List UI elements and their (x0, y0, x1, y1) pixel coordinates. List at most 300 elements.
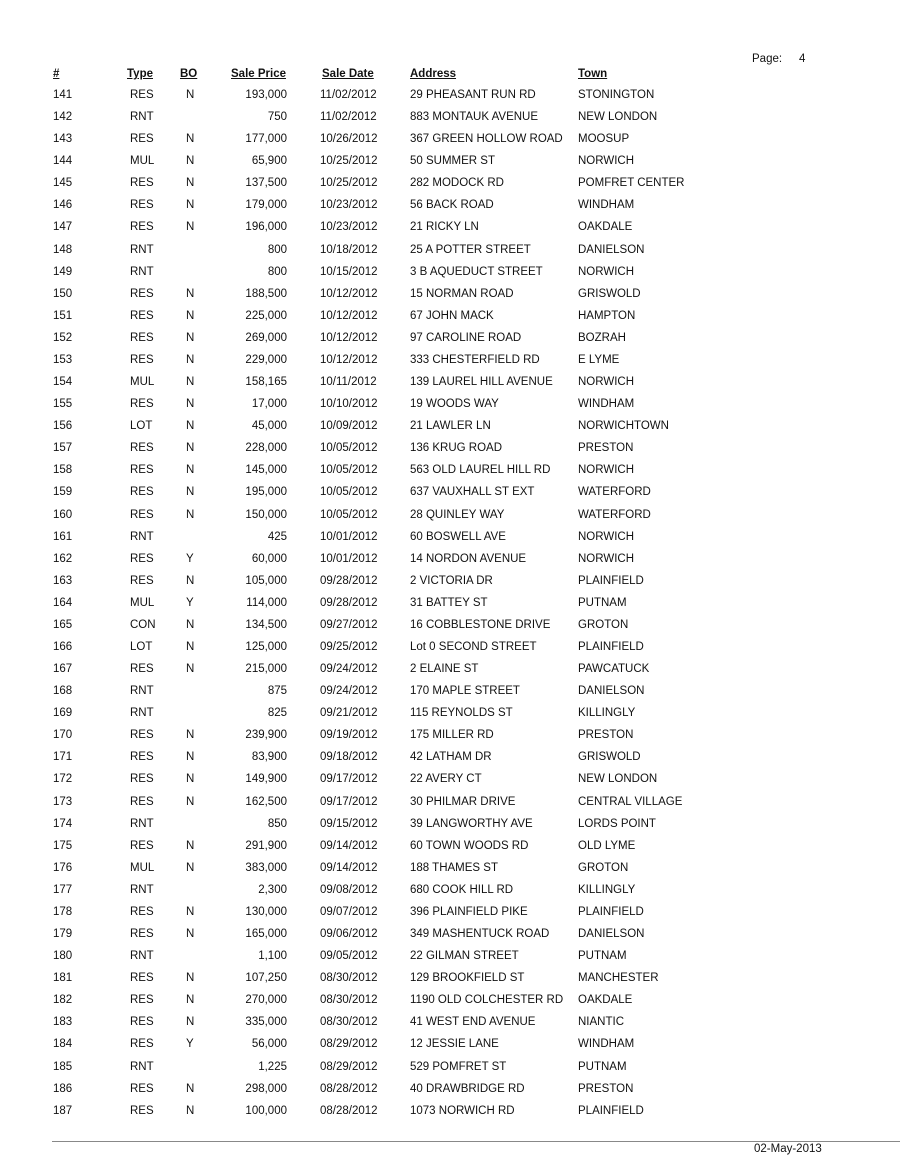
row-address: 16 COBBLESTONE DRIVE (410, 618, 551, 631)
row-type: RES (130, 1038, 154, 1051)
row-address: 129 BROOKFIELD ST (410, 972, 525, 985)
row-town: PLAINFIELD (578, 1104, 644, 1117)
row-number: 153 (53, 353, 73, 366)
row-type: RNT (130, 685, 154, 698)
row-sale-date: 10/15/2012 (320, 265, 378, 278)
table-row (0, 928, 900, 950)
row-address: 67 JOHN MACK (410, 309, 494, 322)
row-type: RES (130, 729, 154, 742)
row-bo: N (186, 420, 195, 433)
row-number: 172 (53, 773, 73, 786)
row-town: NORWICH (578, 155, 635, 168)
row-number: 145 (53, 177, 73, 190)
row-address: 637 VAUXHALL ST EXT (410, 486, 535, 499)
row-address: 39 LANGWORTHY AVE (410, 817, 533, 830)
row-type: RES (130, 89, 154, 101)
table-row (0, 906, 900, 928)
row-sale-price: 269,000 (245, 331, 287, 344)
row-address: 56 BACK ROAD (410, 199, 494, 212)
row-sale-date: 08/29/2012 (320, 1060, 378, 1073)
row-town: GRISWOLD (578, 751, 641, 764)
row-bo: N (186, 199, 195, 212)
table-row (0, 862, 900, 884)
row-type: RES (130, 1082, 154, 1095)
row-number: 171 (53, 751, 73, 764)
row-number: 142 (53, 111, 73, 124)
header-address: Address (410, 68, 457, 80)
row-number: 160 (53, 508, 73, 521)
row-number: 152 (53, 331, 73, 344)
row-sale-price: 229,000 (245, 353, 287, 366)
row-sale-price: 875 (267, 685, 287, 698)
row-type: CON (130, 618, 156, 631)
table-row (0, 729, 900, 751)
row-sale-date: 10/10/2012 (320, 398, 378, 411)
row-type: RES (130, 331, 154, 344)
row-number: 149 (53, 265, 73, 278)
row-number: 173 (53, 795, 73, 808)
row-sale-date: 09/18/2012 (320, 751, 378, 764)
table-row (0, 1083, 900, 1105)
row-bo: N (186, 928, 195, 941)
row-number: 181 (53, 972, 73, 985)
row-number: 157 (53, 442, 73, 455)
row-bo: N (186, 751, 195, 764)
row-sale-date: 09/27/2012 (320, 618, 378, 631)
row-address: 41 WEST END AVENUE (410, 1016, 536, 1029)
row-sale-date: 09/05/2012 (320, 950, 378, 963)
row-type: RES (130, 398, 154, 411)
row-sale-price: 60,000 (251, 552, 287, 565)
table-row (0, 509, 900, 531)
row-sale-price: 383,000 (245, 861, 287, 874)
table-row (0, 133, 900, 155)
row-address: 19 WOODS WAY (410, 398, 499, 411)
table-row (0, 1016, 900, 1038)
row-type: RES (130, 773, 154, 786)
row-type: RES (130, 663, 154, 676)
row-number: 175 (53, 839, 73, 852)
row-sale-price: 179,000 (245, 199, 287, 212)
row-type: RES (130, 464, 154, 477)
row-sale-price: 100,000 (245, 1104, 287, 1117)
row-sale-date: 09/24/2012 (320, 663, 378, 676)
row-number: 150 (53, 287, 73, 300)
table-row (0, 751, 900, 773)
row-sale-price: 45,000 (251, 420, 287, 433)
row-address: 40 DRAWBRIDGE RD (410, 1082, 525, 1095)
row-sale-date: 09/06/2012 (320, 928, 378, 941)
row-sale-date: 10/05/2012 (320, 442, 378, 455)
row-address: 1190 OLD COLCHESTER RD (410, 994, 564, 1007)
row-bo: N (186, 486, 195, 499)
row-sale-price: 107,250 (245, 972, 287, 985)
row-sale-price: 2,300 (258, 883, 287, 896)
row-type: RES (130, 177, 154, 190)
table-row (0, 464, 900, 486)
row-sale-date: 09/14/2012 (320, 861, 378, 874)
row-type: RES (130, 905, 154, 918)
row-sale-date: 09/28/2012 (320, 596, 378, 609)
footer-divider (52, 1141, 900, 1142)
row-number: 174 (53, 817, 73, 830)
row-bo: N (186, 353, 195, 366)
row-type: RES (130, 751, 154, 764)
row-town: KILLINGLY (578, 707, 636, 720)
row-town: PUTNAM (578, 950, 627, 963)
row-address: 60 BOSWELL AVE (410, 530, 506, 543)
row-town: NORWICH (578, 464, 635, 477)
row-town: MOOSUP (578, 133, 630, 146)
row-type: RES (130, 1016, 154, 1029)
row-sale-price: 56,000 (251, 1038, 287, 1051)
row-sale-date: 10/23/2012 (320, 221, 378, 234)
row-sale-date: 08/30/2012 (320, 994, 378, 1007)
row-sale-price: 130,000 (245, 905, 287, 918)
row-town: WATERFORD (578, 486, 651, 499)
row-bo: N (186, 287, 195, 300)
row-sale-price: 239,900 (245, 729, 287, 742)
row-sale-price: 105,000 (245, 574, 287, 587)
row-sale-price: 1,225 (258, 1060, 287, 1073)
row-sale-price: 335,000 (245, 1016, 287, 1029)
row-type: RES (130, 442, 154, 455)
row-town: PLAINFIELD (578, 641, 644, 653)
table-row (0, 221, 900, 243)
header-type: Type (127, 68, 153, 80)
row-number: 178 (53, 905, 73, 918)
row-sale-date: 10/25/2012 (320, 155, 378, 168)
row-type: RES (130, 795, 154, 808)
table-row (0, 442, 900, 464)
row-sale-price: 165,000 (245, 928, 287, 941)
row-number: 164 (53, 596, 73, 609)
row-type: RES (130, 972, 154, 985)
row-town: PUTNAM (578, 596, 627, 609)
row-bo: Y (186, 596, 194, 609)
table-row (0, 354, 900, 376)
row-number: 144 (53, 155, 73, 168)
row-town: POMFRET CENTER (578, 177, 684, 190)
row-town: DANIELSON (578, 685, 645, 698)
row-town: BOZRAH (578, 331, 626, 344)
row-town: NORWICH (578, 265, 635, 278)
row-address: 3 B AQUEDUCT STREET (410, 265, 543, 278)
row-type: RNT (130, 243, 154, 256)
row-bo: N (186, 398, 195, 411)
table-row (0, 1105, 900, 1127)
row-town: KILLINGLY (578, 883, 636, 896)
table-row (0, 818, 900, 840)
row-town: NORWICH (578, 530, 635, 543)
row-sale-price: 225,000 (245, 309, 287, 322)
row-sale-price: 149,900 (245, 773, 287, 786)
row-number: 169 (53, 707, 73, 720)
row-type: RES (130, 353, 154, 366)
row-number: 143 (53, 133, 73, 146)
row-type: RES (130, 1104, 154, 1117)
row-address: 12 JESSIE LANE (410, 1038, 499, 1051)
row-bo: N (186, 133, 195, 146)
row-sale-date: 09/08/2012 (320, 883, 378, 896)
row-town: PAWCATUCK (578, 663, 650, 676)
row-sale-price: 228,000 (245, 442, 287, 455)
table-row (0, 994, 900, 1016)
row-number: 155 (53, 398, 73, 411)
row-sale-date: 10/09/2012 (320, 420, 378, 433)
row-sale-price: 800 (267, 265, 287, 278)
row-number: 182 (53, 994, 73, 1007)
row-bo: N (186, 663, 195, 676)
row-sale-date: 08/30/2012 (320, 1016, 378, 1029)
row-address: 139 LAUREL HILL AVENUE (410, 376, 553, 389)
row-sale-date: 10/12/2012 (320, 353, 378, 366)
table-row (0, 884, 900, 906)
row-sale-price: 65,900 (251, 155, 287, 168)
row-address: Lot 0 SECOND STREET (410, 641, 537, 653)
row-town: PRESTON (578, 442, 634, 455)
row-bo: N (186, 1104, 195, 1117)
row-address: 42 LATHAM DR (410, 751, 492, 764)
table-row (0, 531, 900, 553)
row-bo: N (186, 795, 195, 808)
row-number: 165 (53, 618, 73, 631)
page-label: Page: (752, 53, 783, 65)
row-town: WINDHAM (578, 398, 635, 411)
row-town: NORWICH (578, 376, 635, 389)
row-town: PRESTON (578, 729, 634, 742)
row-town: OAKDALE (578, 994, 633, 1007)
row-sale-date: 09/19/2012 (320, 729, 378, 742)
row-bo: N (186, 618, 195, 631)
row-type: RNT (130, 950, 154, 963)
row-number: 141 (53, 89, 73, 101)
row-town: NORWICHTOWN (578, 420, 669, 433)
row-sale-date: 10/26/2012 (320, 133, 378, 146)
row-number: 168 (53, 685, 73, 698)
row-number: 146 (53, 199, 73, 212)
table-row (0, 376, 900, 398)
row-sale-date: 09/24/2012 (320, 685, 378, 698)
row-sale-date: 10/12/2012 (320, 287, 378, 300)
row-bo: N (186, 1082, 195, 1095)
row-sale-price: 196,000 (245, 221, 287, 234)
row-sale-date: 08/28/2012 (320, 1082, 378, 1095)
row-town: NEW LONDON (578, 773, 658, 786)
row-address: 50 SUMMER ST (410, 155, 495, 168)
row-bo: N (186, 773, 195, 786)
row-address: 15 NORMAN ROAD (410, 287, 514, 300)
row-sale-date: 09/28/2012 (320, 574, 378, 587)
header-town: Town (578, 68, 608, 80)
row-sale-date: 10/23/2012 (320, 199, 378, 212)
row-address: 333 CHESTERFIELD RD (410, 353, 540, 366)
table-row (0, 840, 900, 862)
table-row (0, 1061, 900, 1083)
row-address: 136 KRUG ROAD (410, 442, 503, 455)
row-type: RES (130, 486, 154, 499)
row-sale-price: 17,000 (251, 398, 287, 411)
row-bo: N (186, 221, 195, 234)
row-type: RNT (130, 265, 154, 278)
row-sale-price: 134,500 (245, 618, 287, 631)
row-number: 158 (53, 464, 73, 477)
row-type: RES (130, 552, 154, 565)
row-bo: N (186, 331, 195, 344)
table-row (0, 199, 900, 221)
row-sale-price: 83,900 (251, 751, 287, 764)
header-number: # (53, 68, 60, 80)
row-number: 170 (53, 729, 73, 742)
row-number: 163 (53, 574, 73, 587)
row-bo: N (186, 89, 195, 101)
row-bo: N (186, 508, 195, 521)
table-row (0, 773, 900, 795)
row-town: HAMPTON (578, 309, 636, 322)
row-bo: N (186, 177, 195, 190)
row-sale-date: 10/05/2012 (320, 508, 378, 521)
table-row (0, 288, 900, 310)
table-row (0, 266, 900, 288)
row-sale-price: 750 (267, 111, 287, 124)
row-sale-date: 10/01/2012 (320, 530, 378, 543)
row-bo: N (186, 861, 195, 874)
row-address: 28 QUINLEY WAY (410, 508, 505, 521)
row-town: GROTON (578, 618, 629, 631)
row-sale-date: 08/29/2012 (320, 1038, 378, 1051)
table-row (0, 619, 900, 641)
row-sale-price: 188,500 (245, 287, 287, 300)
row-sale-date: 08/30/2012 (320, 972, 378, 985)
row-sale-date: 09/25/2012 (320, 641, 378, 653)
table-row (0, 332, 900, 354)
row-sale-date: 09/17/2012 (320, 795, 378, 808)
row-sale-date: 09/14/2012 (320, 839, 378, 852)
row-town: NORWICH (578, 552, 635, 565)
header-sale-date: Sale Date (322, 68, 374, 80)
row-type: RES (130, 287, 154, 300)
row-type: RNT (130, 530, 154, 543)
row-type: MUL (130, 596, 155, 609)
row-sale-date: 10/18/2012 (320, 243, 378, 256)
table-row (0, 111, 900, 133)
row-town: OAKDALE (578, 221, 633, 234)
row-sale-date: 11/02/2012 (320, 89, 377, 101)
row-number: 186 (53, 1082, 73, 1095)
row-sale-date: 11/02/2012 (320, 111, 377, 124)
row-sale-date: 10/01/2012 (320, 552, 378, 565)
table-row (0, 420, 900, 442)
table-row (0, 486, 900, 508)
row-town: LORDS POINT (578, 817, 656, 830)
row-address: 1073 NORWICH RD (410, 1104, 515, 1117)
row-number: 151 (53, 309, 73, 322)
row-type: RES (130, 309, 154, 322)
footer-date: 02-May-2013 (754, 1143, 822, 1155)
row-town: PUTNAM (578, 1060, 627, 1073)
row-sale-price: 850 (267, 817, 287, 830)
row-town: GRISWOLD (578, 287, 641, 300)
row-type: MUL (130, 376, 155, 389)
table-row (0, 89, 900, 111)
row-number: 183 (53, 1016, 73, 1029)
row-address: 170 MAPLE STREET (410, 685, 520, 698)
table-row (0, 972, 900, 994)
row-type: RNT (130, 817, 154, 830)
row-number: 179 (53, 928, 73, 941)
table-row (0, 663, 900, 685)
row-type: RES (130, 199, 154, 212)
row-address: 97 CAROLINE ROAD (410, 331, 522, 344)
table-row (0, 310, 900, 332)
table-row (0, 1038, 900, 1060)
row-bo: N (186, 729, 195, 742)
row-type: RES (130, 574, 154, 587)
row-town: GROTON (578, 861, 629, 874)
row-sale-price: 114,000 (246, 596, 287, 609)
row-sale-date: 09/17/2012 (320, 773, 378, 786)
row-bo: N (186, 376, 195, 389)
row-number: 159 (53, 486, 73, 499)
row-bo: N (186, 905, 195, 918)
row-town: WINDHAM (578, 1038, 635, 1051)
row-address: 25 A POTTER STREET (410, 243, 531, 256)
row-address: 21 LAWLER LN (410, 420, 491, 433)
row-number: 156 (53, 420, 73, 433)
row-address: 60 TOWN WOODS RD (410, 839, 529, 852)
row-type: RES (130, 508, 154, 521)
table-row (0, 707, 900, 729)
row-sale-price: 137,500 (245, 177, 287, 190)
row-address: 367 GREEN HOLLOW ROAD (410, 133, 563, 146)
row-address: 14 NORDON AVENUE (410, 552, 527, 565)
row-town: NIANTIC (578, 1016, 624, 1029)
row-type: MUL (130, 861, 155, 874)
row-sale-price: 162,500 (245, 795, 287, 808)
row-town: STONINGTON (578, 89, 655, 101)
row-sale-date: 08/28/2012 (320, 1104, 378, 1117)
row-type: LOT (130, 420, 153, 433)
header-sale-price: Sale Price (231, 68, 286, 80)
row-address: 563 OLD LAUREL HILL RD (410, 464, 551, 477)
row-type: RES (130, 994, 154, 1007)
row-address: 349 MASHENTUCK ROAD (410, 928, 550, 941)
row-number: 176 (53, 861, 73, 874)
row-town: DANIELSON (578, 928, 645, 941)
row-sale-price: 193,000 (245, 89, 287, 101)
row-address: 30 PHILMAR DRIVE (410, 795, 516, 808)
row-sale-date: 09/21/2012 (320, 707, 378, 720)
row-sale-price: 291,900 (245, 839, 287, 852)
row-town: CENTRAL VILLAGE (578, 795, 683, 808)
row-sale-date: 09/07/2012 (320, 905, 378, 918)
row-type: RNT (130, 111, 154, 124)
row-number: 161 (53, 530, 73, 543)
row-town: DANIELSON (578, 243, 645, 256)
row-address: 22 AVERY CT (410, 773, 482, 786)
row-sale-date: 10/12/2012 (320, 309, 378, 322)
row-sale-price: 158,165 (245, 376, 287, 389)
table-row (0, 641, 900, 663)
row-address: 115 REYNOLDS ST (410, 707, 513, 720)
row-town: WATERFORD (578, 508, 651, 521)
row-address: 2 ELAINE ST (410, 663, 479, 676)
row-number: 180 (53, 950, 73, 963)
row-sale-price: 800 (267, 243, 287, 256)
row-sale-date: 10/05/2012 (320, 486, 378, 499)
page-number: 4 (799, 53, 806, 65)
row-type: RNT (130, 1060, 154, 1073)
